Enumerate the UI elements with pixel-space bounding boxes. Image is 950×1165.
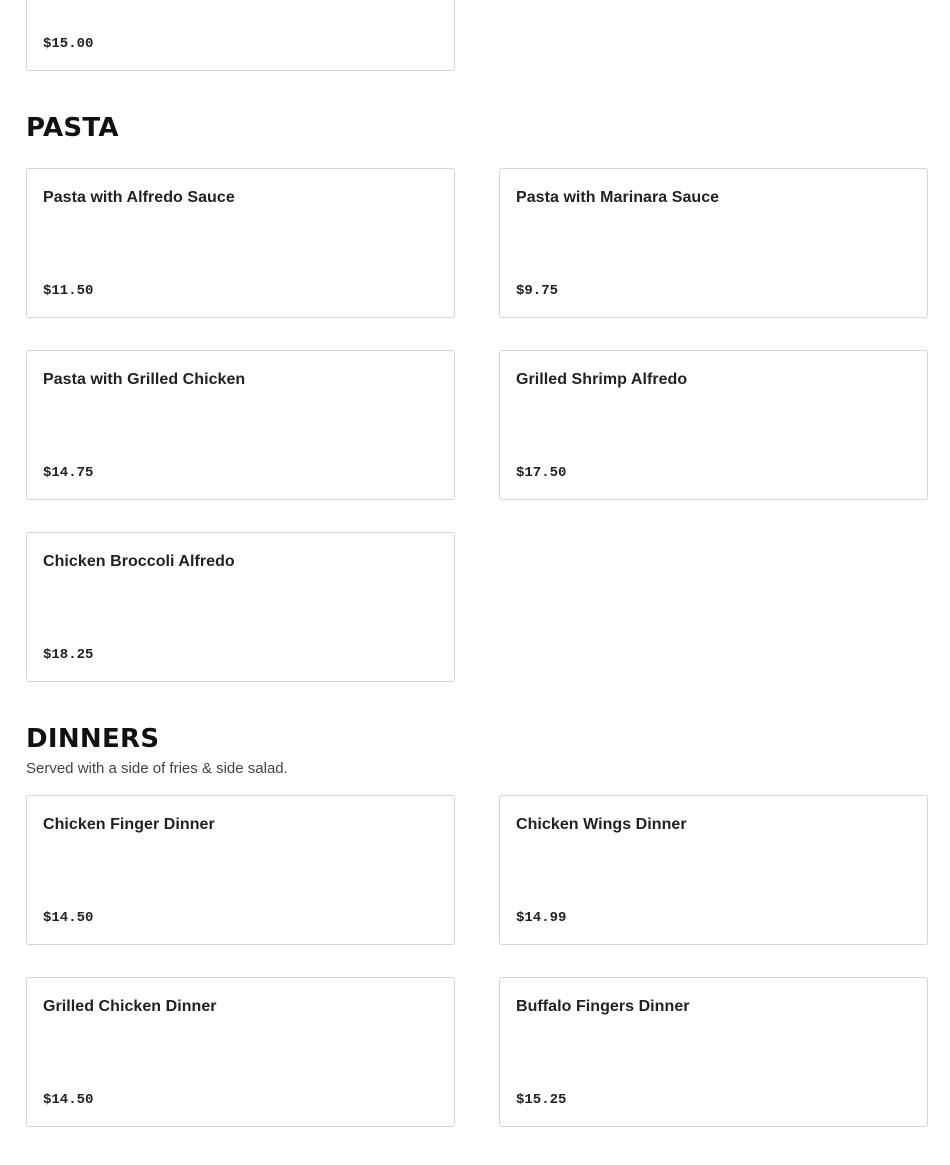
item-name: Chicken Broccoli Alfredo bbox=[43, 553, 235, 570]
menu-item-card[interactable] bbox=[26, 350, 455, 500]
menu-container bbox=[26, 0, 928, 1127]
item-price: $14.99 bbox=[516, 910, 567, 926]
item-price: $15.00 bbox=[43, 36, 94, 52]
menu-item-card[interactable] bbox=[26, 168, 455, 318]
item-price: $11.50 bbox=[43, 283, 94, 299]
menu-item-card[interactable] bbox=[26, 977, 455, 1127]
menu-item-card[interactable] bbox=[26, 795, 455, 945]
menu-item-grid bbox=[26, 168, 928, 682]
item-name: Buffalo Fingers Dinner bbox=[516, 998, 690, 1015]
item-price: $14.50 bbox=[43, 1092, 94, 1108]
item-price: $15.25 bbox=[516, 1092, 567, 1108]
item-name: Pasta with Marinara Sauce bbox=[516, 189, 720, 206]
section-description: Served with a side of fries & side salad. bbox=[26, 760, 288, 777]
item-name: Chicken Wings Dinner bbox=[516, 816, 687, 833]
menu-item-card[interactable] bbox=[499, 350, 928, 500]
item-name: Pasta with Alfredo Sauce bbox=[43, 189, 235, 206]
item-price: $14.75 bbox=[43, 465, 94, 481]
item-name: Pasta with Grilled Chicken bbox=[43, 371, 246, 388]
item-name: Grilled Chicken Dinner bbox=[43, 998, 217, 1015]
menu-item-card[interactable] bbox=[499, 977, 928, 1127]
section-dinners bbox=[26, 724, 928, 1127]
menu-item-card[interactable] bbox=[26, 0, 455, 71]
item-price: $17.50 bbox=[516, 465, 567, 481]
menu-item-grid bbox=[26, 795, 928, 1127]
item-name: Grilled Shrimp Alfredo bbox=[516, 371, 688, 388]
section-title: PASTA bbox=[26, 113, 119, 143]
section-pasta bbox=[26, 113, 928, 682]
menu-item-card[interactable] bbox=[499, 168, 928, 318]
section-title: DINNERS bbox=[26, 724, 160, 754]
item-price: $14.50 bbox=[43, 910, 94, 926]
menu-item-card[interactable] bbox=[499, 795, 928, 945]
item-price: $9.75 bbox=[516, 283, 559, 299]
menu-item-card[interactable] bbox=[26, 532, 455, 682]
item-name: Chicken Finger Dinner bbox=[43, 816, 215, 833]
item-price: $18.25 bbox=[43, 647, 94, 663]
